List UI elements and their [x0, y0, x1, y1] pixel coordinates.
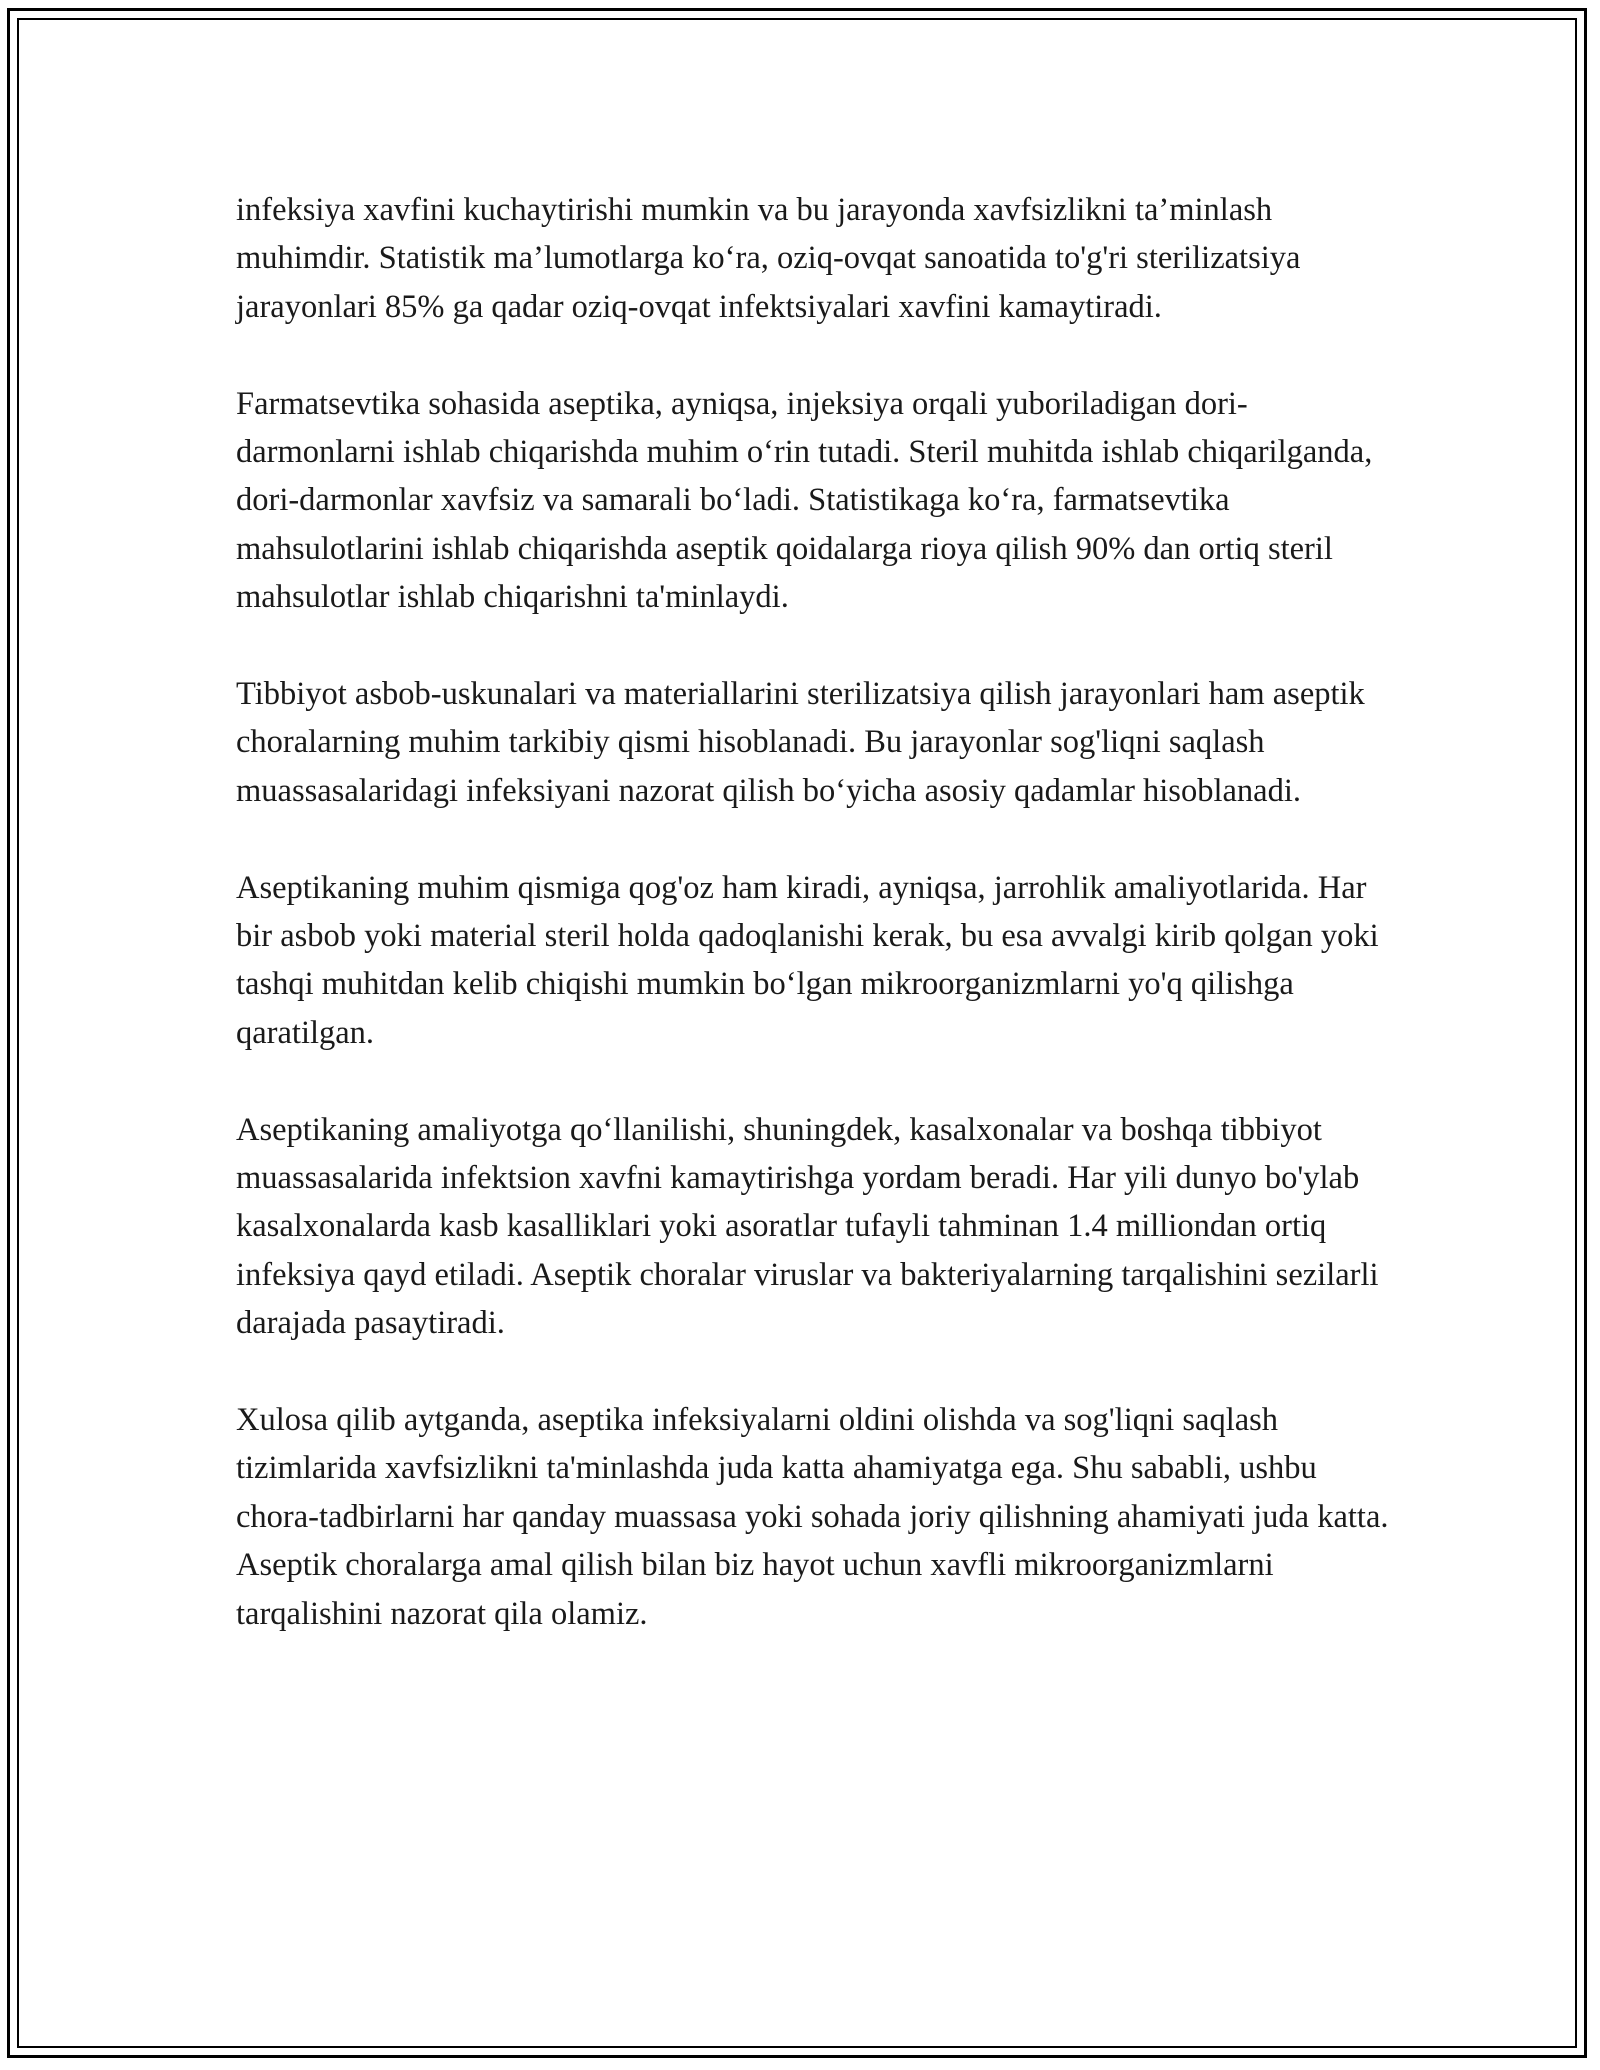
paragraph-4: Aseptikaning muhim qismiga qog'oz ham kiradi, ayniqsa, jarrohlik amaliyotlarida. Har bir asbob yoki material steril holda qadoqlanishi kerak, bu esa avvalgi kirib qolgan yoki tashqi muhitdan kelib chiqishi mumkin bo‘lgan mikroorganizmlarni yo'q qilishga qaratilgan.: [236, 869, 1379, 1051]
paragraph-6: Xulosa qilib aytganda, aseptika infeksiyalarni oldini olishda va sog'liqni saqlash tizimlarida xavfsizlikni ta'minlashda juda katta ahamiyatga ega. Shu sababli, ushbu chora-tadbirlarni har qanday muassasa yoki sohada joriy qilishning ahamiyati juda katta. Aseptik choralarga amal qilish bilan biz hayot uchun xavfli mikroorganizmlarni tarqalishini nazorat qila olamiz.: [236, 1402, 1389, 1632]
paragraph-3: Tibbiyot asbob-uskunalari va materiallarini sterilizatsiya qilish jarayonlari ham aseptik choralarning muhim tarkibiy qismi hisoblanadi. Bu jarayonlar sog'liqni saqlash muassasalaridagi infeksiyani nazorat qilish bo‘yicha asosiy qadamlar hisoblanadi.: [236, 676, 1365, 809]
paragraph-2: Farmatsevtika sohasida aseptika, ayniqsa, injeksiya orqali yuboriladigan dori-darmonlarni ishlab chiqarishda muhim o‘rin tutadi. Steril muhitda ishlab chiqarilganda, dori-darmonlar xavfsiz va samarali bo‘ladi. Statistikaga ko‘ra, farmatsevtika mahsulotlarini ishlab chiqarishda aseptik qoidalarga rioya qilish 90% dan ortiq steril mahsulotlar ishlab chiqarishni ta'minlaydi.: [236, 385, 1373, 616]
paragraph-5: Aseptikaning amaliyotga qo‘llanilishi, shuningdek, kasalxonalar va boshqa tibbiyot muassasalarida infektsion xavfni kamaytirishga yordam beradi. Har yili dunyo bo'ylab kasalxonalarda kasb kasalliklari yoki asoratlar tufayli tahminan 1.4 milliondan ortiq infeksiya qayd etiladi. Aseptik choralar viruslar va bakteriyalarning tarqalishini sezilarli darajada pasaytiradi.: [236, 1111, 1379, 1342]
paragraph-1: infeksiya xavfini kuchaytirishi mumkin va bu jarayonda xavfsizlikni ta’minlash muhimdir. Statistik ma’lumotlarga ko‘ra, oziq-ovqat sanoatida to'g'ri sterilizatsiya jarayonlari 85% ga qadar oziq-ovqat infektsiyalari xavfini kamaytiradi.: [236, 192, 1301, 325]
document-body: [236, 186, 1406, 1687]
